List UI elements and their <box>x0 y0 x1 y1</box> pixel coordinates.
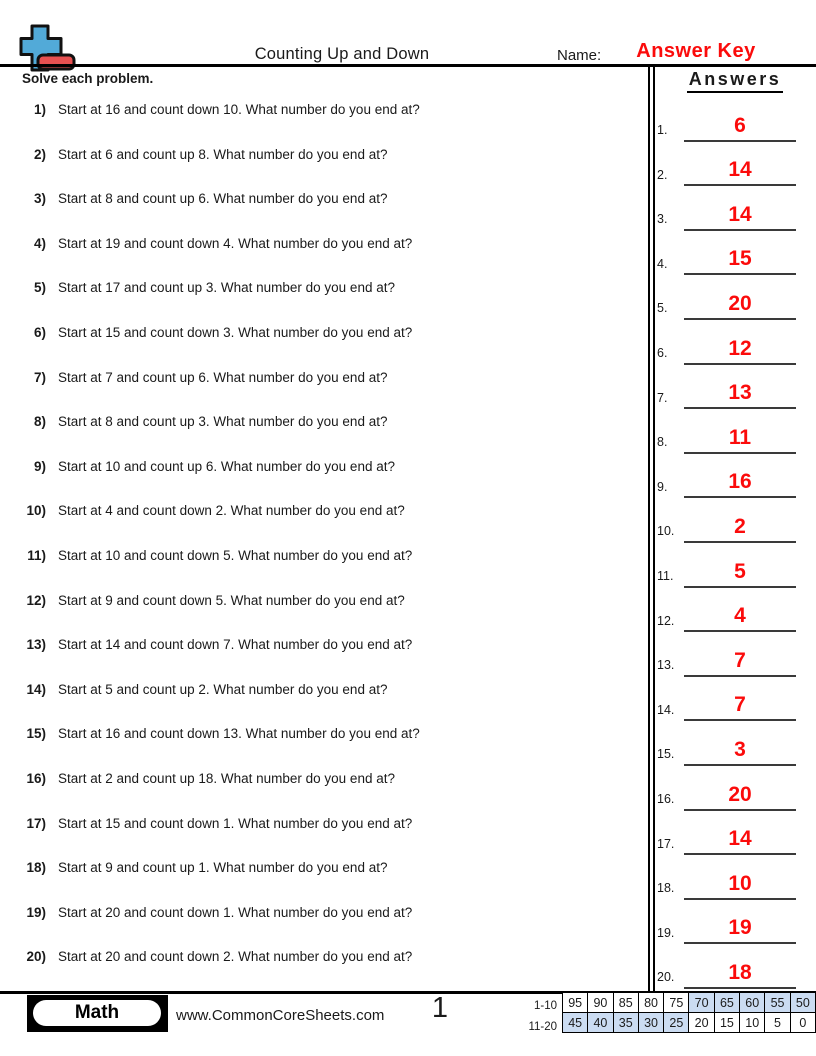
answer-value: 7 <box>734 693 746 717</box>
question-number: 5) <box>33 280 46 296</box>
question-number: 3) <box>33 191 46 207</box>
answer-key-text: Answer Key <box>636 40 756 62</box>
question-number: 4) <box>33 235 46 251</box>
question-text: Start at 8 and count up 6. What number do you end at? <box>58 191 388 207</box>
question-number: 20) <box>26 949 46 965</box>
answer-value: 20 <box>728 291 752 315</box>
score-cell: 20 <box>689 1013 714 1033</box>
answer-value: 6 <box>734 113 746 137</box>
answer-number: 15. <box>657 747 675 762</box>
answer-line <box>684 318 796 320</box>
answer-value: 12 <box>728 336 752 360</box>
answer-number: 20. <box>657 970 675 985</box>
question-text: Start at 10 and count up 6. What number do you end at? <box>58 458 395 474</box>
question-number: 1) <box>33 102 46 117</box>
answer-number: 2. <box>657 167 668 182</box>
question-text: Start at 16 and count down 10. What number do you end at? <box>58 102 420 117</box>
answer-number: 7. <box>657 390 668 405</box>
answer-line <box>684 675 796 677</box>
answer-number: 5. <box>657 301 668 316</box>
answer-value: 3 <box>734 737 746 761</box>
answer-value: 15 <box>728 247 752 271</box>
question-number: 10) <box>26 503 46 519</box>
answer-number: 17. <box>657 836 675 851</box>
question-text: Start at 2 and count up 18. What number do you end at? <box>58 771 395 786</box>
score-table-row <box>563 1013 816 1033</box>
score-cell: 60 <box>740 993 765 1013</box>
answer-number: 14. <box>657 702 675 717</box>
answer-line <box>684 184 796 186</box>
score-table-row <box>563 993 816 1013</box>
answer-line <box>684 898 796 900</box>
page-number: 1 <box>431 992 449 1024</box>
score-cell: 35 <box>613 1013 638 1033</box>
score-cell: 0 <box>790 1013 815 1033</box>
answer-number: 1. <box>657 123 668 137</box>
score-cell: 65 <box>714 993 739 1013</box>
instructions-text: Solve each problem. <box>22 71 154 86</box>
score-cell: 45 <box>563 1013 588 1033</box>
score-cell: 55 <box>765 993 790 1013</box>
score-cell: 30 <box>638 1013 663 1033</box>
answer-value: 2 <box>734 514 746 538</box>
question-number: 13) <box>26 637 46 653</box>
question-number: 15) <box>26 726 46 742</box>
question-number: 2) <box>33 146 46 162</box>
score-cell: 10 <box>740 1013 765 1033</box>
answer-number: 4. <box>657 256 668 271</box>
answer-value: 10 <box>728 871 752 895</box>
score-cell: 15 <box>714 1013 739 1033</box>
question-text: Start at 14 and count down 7. What number do you end at? <box>58 637 413 653</box>
answer-number: 13. <box>657 658 675 673</box>
question-text: Start at 7 and count up 6. What number do you end at? <box>58 369 388 385</box>
answer-line <box>684 452 796 454</box>
subject-badge <box>27 995 168 1032</box>
score-table-body <box>563 993 816 1033</box>
score-table <box>562 992 816 1033</box>
answer-value: 14 <box>728 158 752 182</box>
question-number: 17) <box>26 815 46 831</box>
question-text: Start at 4 and count down 2. What number do you end at? <box>58 503 405 519</box>
answer-line <box>684 630 796 632</box>
answer-line <box>684 764 796 766</box>
question-text: Start at 8 and count up 3. What number do you end at? <box>58 414 388 430</box>
answer-value: 5 <box>734 559 746 583</box>
answers-title: Answers <box>687 69 784 93</box>
answer-number: 18. <box>657 881 675 896</box>
score-cell: 85 <box>613 993 638 1013</box>
answer-value: 20 <box>728 782 752 806</box>
question-text: Start at 10 and count down 5. What number do you end at? <box>58 548 413 563</box>
question-text: Start at 9 and count down 5. What number do you end at? <box>58 592 405 608</box>
website-link: www.CommonCoreSheets.com <box>176 1007 385 1024</box>
question-text: Start at 5 and count up 2. What number do you end at? <box>58 681 388 697</box>
answer-number: 16. <box>657 792 675 806</box>
answer-value: 18 <box>728 960 752 984</box>
question-text: Start at 19 and count down 4. What number do you end at? <box>58 235 413 251</box>
answer-value: 7 <box>734 648 746 672</box>
answer-number: 6. <box>657 346 668 360</box>
question-number: 19) <box>26 904 46 920</box>
answer-line <box>684 496 796 498</box>
question-number: 8) <box>33 414 46 430</box>
question-number: 12) <box>26 592 46 608</box>
score-cell: 95 <box>563 993 588 1013</box>
answer-value: 19 <box>728 916 752 940</box>
score-cell: 25 <box>664 1013 689 1033</box>
score-cell: 90 <box>588 993 613 1013</box>
answer-line <box>684 586 796 588</box>
page-title: Counting Up and Down <box>254 45 430 63</box>
question-number: 9) <box>33 458 46 474</box>
score-cell: 5 <box>765 1013 790 1033</box>
question-text: Start at 16 and count down 13. What number do you end at? <box>58 726 420 742</box>
question-text: Start at 17 and count up 3. What number do you end at? <box>58 280 395 296</box>
answer-value: 14 <box>728 827 752 851</box>
score-cell: 80 <box>638 993 663 1013</box>
answer-line <box>684 273 796 275</box>
score-row-label-2: 11-20 <box>528 1021 557 1033</box>
question-number: 14) <box>26 681 46 697</box>
answer-value: 14 <box>728 202 752 226</box>
answer-number: 19. <box>657 925 675 940</box>
score-cell: 50 <box>790 993 815 1013</box>
answer-number: 12. <box>657 613 675 628</box>
answer-line <box>684 719 796 721</box>
answer-value: 11 <box>728 425 752 449</box>
name-label: Name: <box>557 47 602 64</box>
answer-number: 10. <box>657 524 675 539</box>
question-number: 18) <box>26 860 46 876</box>
question-text: Start at 9 and count up 1. What number do you end at? <box>58 860 388 876</box>
question-number: 11) <box>27 548 46 563</box>
answer-value: 13 <box>728 381 752 405</box>
question-text: Start at 20 and count down 2. What number do you end at? <box>58 949 413 965</box>
score-row-label-1: 1-10 <box>533 1000 557 1012</box>
answer-line <box>684 809 796 811</box>
answer-line <box>684 853 796 855</box>
answer-line <box>684 407 796 409</box>
answer-number: 3. <box>657 212 668 227</box>
answer-number: 11. <box>657 569 674 583</box>
question-text: Start at 6 and count up 8. What number do you end at? <box>58 146 388 162</box>
score-cell: 40 <box>588 1013 613 1033</box>
answer-value: 4 <box>734 604 746 628</box>
answer-line <box>684 987 796 989</box>
score-cell: 70 <box>689 993 714 1013</box>
answer-line <box>684 942 796 944</box>
subject-badge-label: Math <box>33 1000 161 1026</box>
question-number: 16) <box>26 771 46 786</box>
question-number: 6) <box>33 325 46 340</box>
score-cell: 75 <box>664 993 689 1013</box>
question-text: Start at 15 and count down 3. What number do you end at? <box>58 325 413 340</box>
answer-line <box>684 363 796 365</box>
answer-line <box>684 229 796 231</box>
answer-number: 8. <box>657 435 668 450</box>
answer-value: 16 <box>728 470 752 494</box>
question-text: Start at 15 and count down 1. What number do you end at? <box>58 815 413 831</box>
answer-number: 9. <box>657 479 668 494</box>
question-number: 7) <box>33 369 46 385</box>
question-text: Start at 20 and count down 1. What number do you end at? <box>58 904 413 920</box>
answer-line <box>684 140 796 142</box>
answer-line <box>684 541 796 543</box>
